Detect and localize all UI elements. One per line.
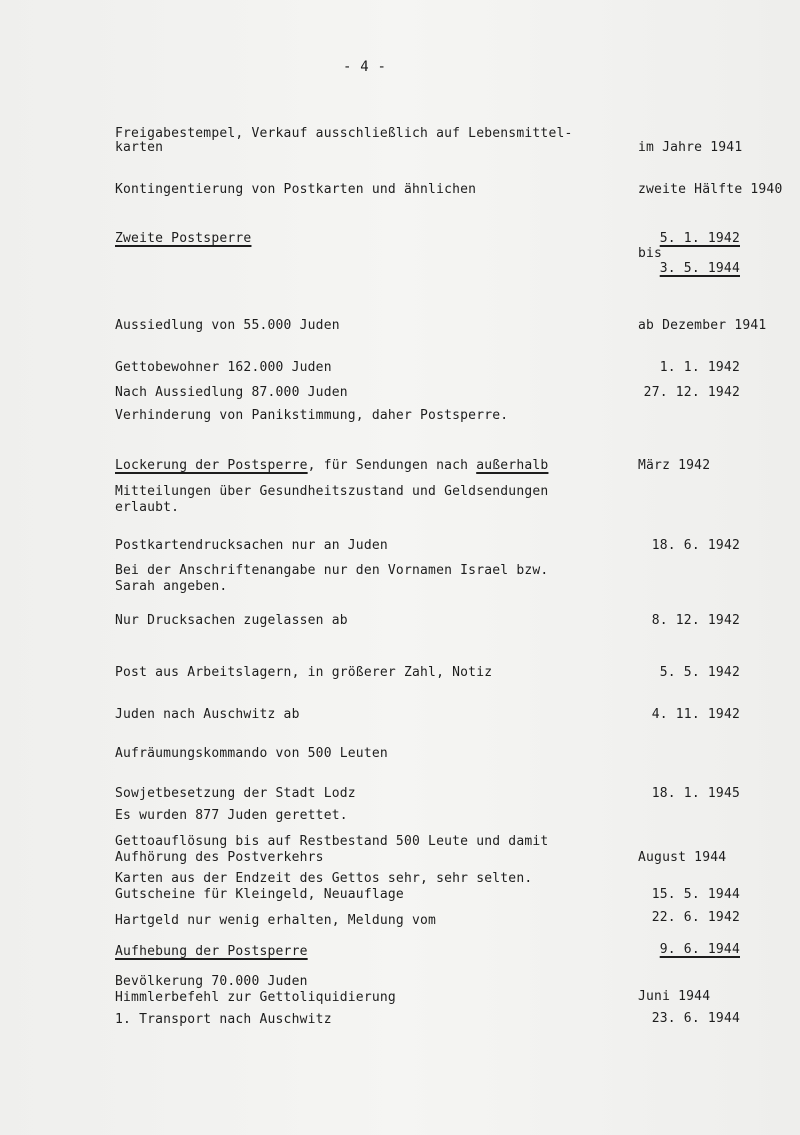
entry-date: 18. 1. 1945 bbox=[651, 786, 740, 801]
entry-text: Nach Aussiedlung 87.000 Juden bbox=[115, 385, 348, 400]
entry-date: bis bbox=[638, 246, 663, 261]
entry-date: 4. 11. 1942 bbox=[651, 707, 740, 722]
entry-text: Himmlerbefehl zur Gettoliquidierung bbox=[115, 990, 396, 1005]
entry-date: 23. 6. 1944 bbox=[651, 1011, 740, 1026]
entry-date: 27. 12. 1942 bbox=[643, 385, 740, 400]
entry-text: Hartgeld nur wenig erhalten, Meldung vom bbox=[115, 913, 437, 928]
entry-text: erlaubt. bbox=[115, 500, 180, 515]
entry-date: März 1942 bbox=[638, 458, 711, 473]
entry-date: 5. 5. 1942 bbox=[659, 665, 740, 680]
entry-date: 18. 6. 1942 bbox=[651, 538, 740, 553]
section-heading: Zweite Postsperre bbox=[115, 231, 252, 246]
entry-date: im Jahre 1941 bbox=[638, 140, 743, 155]
entry-text: Freigabestempel, Verkauf ausschließlich auf Lebensmittel- bbox=[115, 126, 573, 141]
entry-text: Karten aus der Endzeit des Gettos sehr, sehr selten. bbox=[115, 871, 533, 886]
entry-text: Gettobewohner 162.000 Juden bbox=[115, 360, 332, 375]
entry-text: Gettoauflösung bis auf Restbestand 500 Leute und damit bbox=[115, 834, 549, 849]
entry-text: Aufräumungskommando von 500 Leuten bbox=[115, 746, 388, 761]
entry-text: karten bbox=[115, 140, 164, 155]
entry-text: Bei der Anschriftenangabe nur den Vornamen Israel bzw. bbox=[115, 563, 549, 578]
entry-date: 1. 1. 1942 bbox=[659, 360, 740, 375]
entry-date: August 1944 bbox=[638, 850, 727, 865]
entry-text: Es wurden 877 Juden gerettet. bbox=[115, 808, 348, 823]
entry-text: Gutscheine für Kleingeld, Neuauflage bbox=[115, 887, 404, 902]
entry-text: Bevölkerung 70.000 Juden bbox=[115, 974, 308, 989]
emphasis-text: außerhalb bbox=[476, 458, 549, 473]
entry-text: Kontingentierung von Postkarten und ähnlichen bbox=[115, 182, 477, 197]
section-heading: Lockerung der Postsperre bbox=[115, 458, 308, 473]
page-number: - 4 - bbox=[343, 59, 387, 75]
entry-date: ab Dezember 1941 bbox=[638, 318, 767, 333]
entry-text: 1. Transport nach Auschwitz bbox=[115, 1012, 332, 1027]
entry-date: 5. 1. 1942 bbox=[659, 231, 740, 246]
entry-text: Aufhörung des Postverkehrs bbox=[115, 850, 324, 865]
entry-text: , für Sendungen nach bbox=[307, 458, 477, 473]
entry-date: 15. 5. 1944 bbox=[651, 887, 740, 902]
entry-date: 22. 6. 1942 bbox=[651, 910, 740, 925]
entry-date: Juni 1944 bbox=[638, 989, 711, 1004]
section-heading: Aufhebung der Postsperre bbox=[115, 944, 308, 959]
section-heading-line bbox=[115, 458, 548, 473]
entry-text: Postkartendrucksachen nur an Juden bbox=[115, 538, 388, 553]
entry-text: Juden nach Auschwitz ab bbox=[115, 707, 300, 722]
entry-text: Mitteilungen über Gesundheitszustand und Geldsendungen bbox=[115, 484, 549, 499]
entry-date: zweite Hälfte 1940 bbox=[638, 182, 783, 197]
entry-date: 3. 5. 1944 bbox=[659, 261, 740, 276]
entry-text: Sarah angeben. bbox=[115, 579, 228, 594]
entry-text: Aussiedlung von 55.000 Juden bbox=[115, 318, 340, 333]
entry-date: 8. 12. 1942 bbox=[651, 613, 740, 628]
entry-text: Sowjetbesetzung der Stadt Lodz bbox=[115, 786, 356, 801]
entry-text: Nur Drucksachen zugelassen ab bbox=[115, 613, 348, 628]
entry-text: Verhinderung von Panikstimmung, daher Postsperre. bbox=[115, 408, 509, 423]
entry-date: 9. 6. 1944 bbox=[659, 942, 740, 957]
entry-text: Post aus Arbeitslagern, in größerer Zahl, Notiz bbox=[115, 665, 493, 680]
